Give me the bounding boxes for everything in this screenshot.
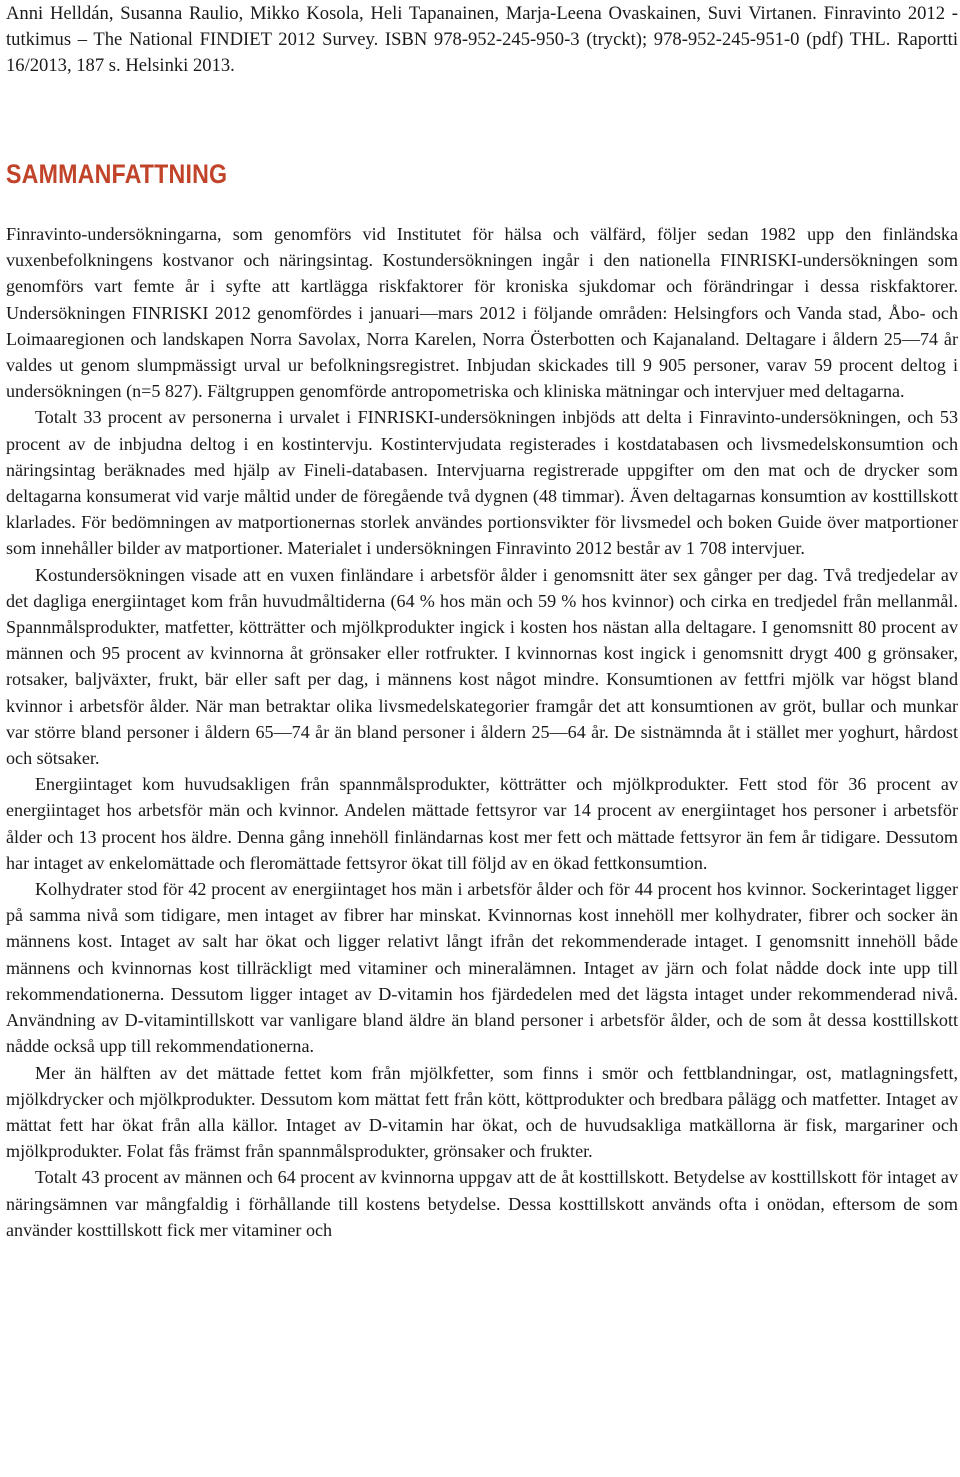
paragraph-saturated-fat: Mer än hälften av det mättade fettet kom från mjölkfetter, som finns i smör och fettblandningar, ost, matlagningsfett, mjölkdrycker och mjölkprodukter. Dessutom kom mättat fett från kött, köttprodukter och bredbara pålägg och matfetter. Intaget av mättat fett har ökat från alla källor. Intaget av D-vitamin har ökat, och de huvudsakliga matkällorna är fisk, margariner och mjölkprodukter. Folat fås främst från spannmålsprodukter, grönsaker och frukter. — [6, 1062, 958, 1162]
summary-body — [6, 221, 958, 1243]
section-heading: SAMMANFATTNING — [6, 159, 228, 189]
paragraph-energy-intake: Energiintaget kom huvudsakligen från spannmålsprodukter, kötträtter och mjölkprodukter. Fett stod för 36 procent av energiintaget hos arbetsför män och kvinnor. Andelen mättade fettsyror var 14 procent av energiintaget hos personer i arbetsför ålder och 13 procent hos äldre. Denna gång innehöll finländarnas kost mer fett och mättade fettsyror än fem år tidigare. Dessutom har intaget av enkelomättade och fleromättade fettsyror ökat till följd av en ökad fettkonsumtion. — [6, 774, 958, 873]
paragraph-intro: Finravinto-undersökningarna, som genomförs vid Institutet för hälsa och välfärd, följer sedan 1982 upp den finländska vuxenbefolkningens kostvanor och näringsintag. Kostundersökningen ingår i den nationella FINRISKI-undersökningen som genomförs vart femte år i syfte att kartlägga riskfaktorer för kroniska sjukdomar och förändringar i dessa riskfaktorer. Undersökningen FINRISKI 2012 genomfördes i januari—mars 2012 i följande områden: Helsingfors och Vanda stad, Åbo- och Loimaaregionen och landskapen Norra Savolax, Norra Karelen, Norra Österbotten och Kajanaland. Deltagare i åldern 25—74 år valdes ut genom slumpmässigt urval ur befolkningsregistret. Inbjudan skickades till 9 905 personer, varav 59 procent deltog i undersökningen (n=5 827). Fältgruppen genomförde antropometriska och kliniska mätningar och intervjuer med deltagarna. — [6, 224, 958, 402]
paragraph-method: Totalt 33 procent av personerna i urvalet i FINRISKI-undersökningen inbjöds att delta i Finravinto-undersökningen, och 53 procent av de inbjudna deltog i en kostintervju. Kostintervjudata registerades i kostdatabasen och livsmedelskonsumtion och näringsintag beräknades med hjälp av Fineli-databasen. Intervjuarna registrerade uppgifter om den mat och de drycker som deltagarna konsumerat vid varje måltid under de föregående två dygnen (48 timmar). Även deltagarnas konsumtion av kosttillskott klarlades. För bedömningen av matportionernas storlek användes portionsvikter för livsmedel och boken Guide över matportioner som innehåller bilder av matportioner. Materialet i undersökningen Finravinto 2012 består av 1 708 intervjuer. — [6, 407, 958, 559]
paragraph-carbohydrates: Kolhydrater stod för 42 procent av energiintaget hos män i arbetsför ålder och för 44 procent hos kvinnor. Sockerintaget ligger på samma nivå som tidigare, men intaget av fibrer har minskat. Kvinnornas kost innehöll mer kolhydrater, fibrer och socker än männens kost. Intaget av salt har ökat och ligger relativt långt ifrån det rekommenderade intaget. I genomsnitt innehöll både männens och kvinnornas kost tillräckligt med vitaminer och mineralämnen. Intaget av järn och folat nådde dock inte upp till rekommendationerna. Dessutom ligger intaget av D-vitamin hos fjärdedelen med det lägsta intaget under rekommenderad nivå. Användning av D-vitamintillskott var vanligare bland äldre än bland personer i arbetsför ålder, och de som åt dessa kosttillskott nådde också upp till rekommendationerna. — [6, 879, 958, 1057]
bibliographic-citation: Anni Helldán, Susanna Raulio, Mikko Kosola, Heli Tapanainen, Marja-Leena Ovaskainen, Suvi Virtanen. Finravinto 2012 -tutkimus – The National FINDIET 2012 Survey. ISBN 978-952-245-950-3 (tryckt); 978-952-245-951-0 (pdf) THL. Raportti 16/2013, 187 s. Helsinki 2013. — [6, 3, 958, 76]
paragraph-supplements: Totalt 43 procent av männen och 64 procent av kvinnorna uppgav att de åt kosttillskott. Betydelse av kosttillskott för intaget av näringsämnen var mångfaldig i förhållande till kostens betydelse. Dessa kosttillskott används ofta i onödan, eftersom de som använder kosttillskott fick mer vitaminer och — [6, 1167, 958, 1240]
page-content — [6, 0, 958, 1243]
paragraph-food-consumption: Kostundersökningen visade att en vuxen finländare i arbetsför ålder i genomsnitt äter sex gånger per dag. Två tredjedelar av det dagliga energiintaget kom från huvudmåltiderna (64 % hos män och 59 % hos kvinnor) och cirka en tredjedel från mellanmål. Spannmålsprodukter, matfetter, kötträtter och mjölkprodukter ingick i kosten hos nästan alla deltagare. I genomsnitt 80 procent av männen och 95 procent av kvinnorna åt grönsaker eller rotfrukter. I kvinnornas kost ingick i genomsnitt drygt 400 g grönsaker, rotsaker, baljväxter, frukt, bär eller saft per dag, i männens kost något mindre. Konsumtionen av fettfri mjölk var högst bland kvinnor i arbetsför ålder. När man betraktar olika livsmedelskategorier framgår det att konsumtionen av gröt, bullar och munkar var större bland personer i åldern 65—74 år än bland personer i åldern 25—64 år. De sistnämnda åt i stället mer yoghurt, hårdost och sötsaker. — [6, 564, 958, 769]
